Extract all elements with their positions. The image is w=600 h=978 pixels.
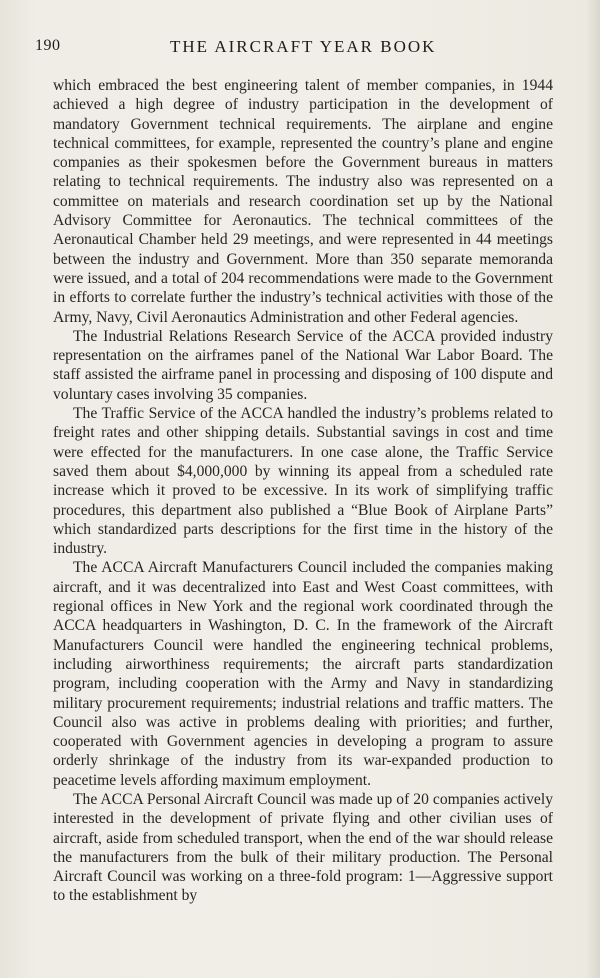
paragraph-aircraft-manufacturers-council: The ACCA Aircraft Manufacturers Council included the companies making aircraft, and it was decentralized into East and West Coast committees, with regional offices in New York and the regional work coordinated through the ACCA headquarters in Washington, D. C. In the framework of the Aircraft Manufacturers Council were handled the engineering technical problems, including airworthiness requirements; the aircraft parts standardization program, including cooperation with the Army and Navy in standardizing military procurement requirements; industrial relations and traffic matters. The Council also was active in problems dealing with priorities; and further, cooperated with Government agencies in developing a program to assure orderly shrinkage of the industry from its war-expanded production to peacetime levels affording maximum employment.: [53, 559, 553, 789]
body-text: [53, 76, 553, 906]
paragraph-traffic-service: The Traffic Service of the ACCA handled the industry’s problems related to freight rates and other shipping details. Substantial savings in cost and time were effected for the manufacturers. In one case alone, the Traffic Service saved them about $4,000,000 by winning its appeal from a scheduled rate increase which it proved to be excessive. In its work of simplifying traffic procedures, this department also published a “Blue Book of Airplane Parts” which standardized parts descriptions for the first time in the history of the industry.: [53, 405, 553, 558]
page-edge: [586, 0, 600, 978]
paragraph-personal-aircraft-council: The ACCA Personal Aircraft Council was made up of 20 companies actively interested in the development of private flying and other civilian uses of aircraft, aside from scheduled transport, when the end of the war should release the manufacturers from the bulk of their military production. The Personal Aircraft Council was working on a three-fold program: 1—Aggressive support to the establishment by: [53, 790, 553, 905]
page-header: [35, 37, 565, 63]
running-head: THE AIRCRAFT YEAR BOOK: [170, 37, 437, 56]
paragraph-industrial-relations: The Industrial Relations Research Service of the ACCA provided industry representation on the airframes panel of the National War Labor Board. The staff assisted the airframe panel in processing and disposing of 100 dispute and voluntary cases involving 35 companies.: [53, 327, 553, 403]
paragraph-technical-committees: which embraced the best engineering talent of member companies, in 1944 achieved a high degree of industry participation in the development of mandatory Government technical requirements. The airplane and engine technical committees, for example, represented the country’s plane and engine companies as their spokesmen before the Government bureaus in matters relating to technical requirements. The industry also was represented on a committee on materials and research coordination set up by the National Advisory Committee for Aeronautics. The technical committees of the Aeronautical Chamber held 29 meetings, and were represented in 44 meetings between the industry and Government. More than 350 separate memoranda were issued, and a total of 204 recommendations were made to the Government in efforts to correlate further the industry’s technical activities with those of the Army, Navy, Civil Aeronautics Administration and other Federal agencies.: [53, 77, 553, 326]
page-number: 190: [35, 37, 61, 54]
